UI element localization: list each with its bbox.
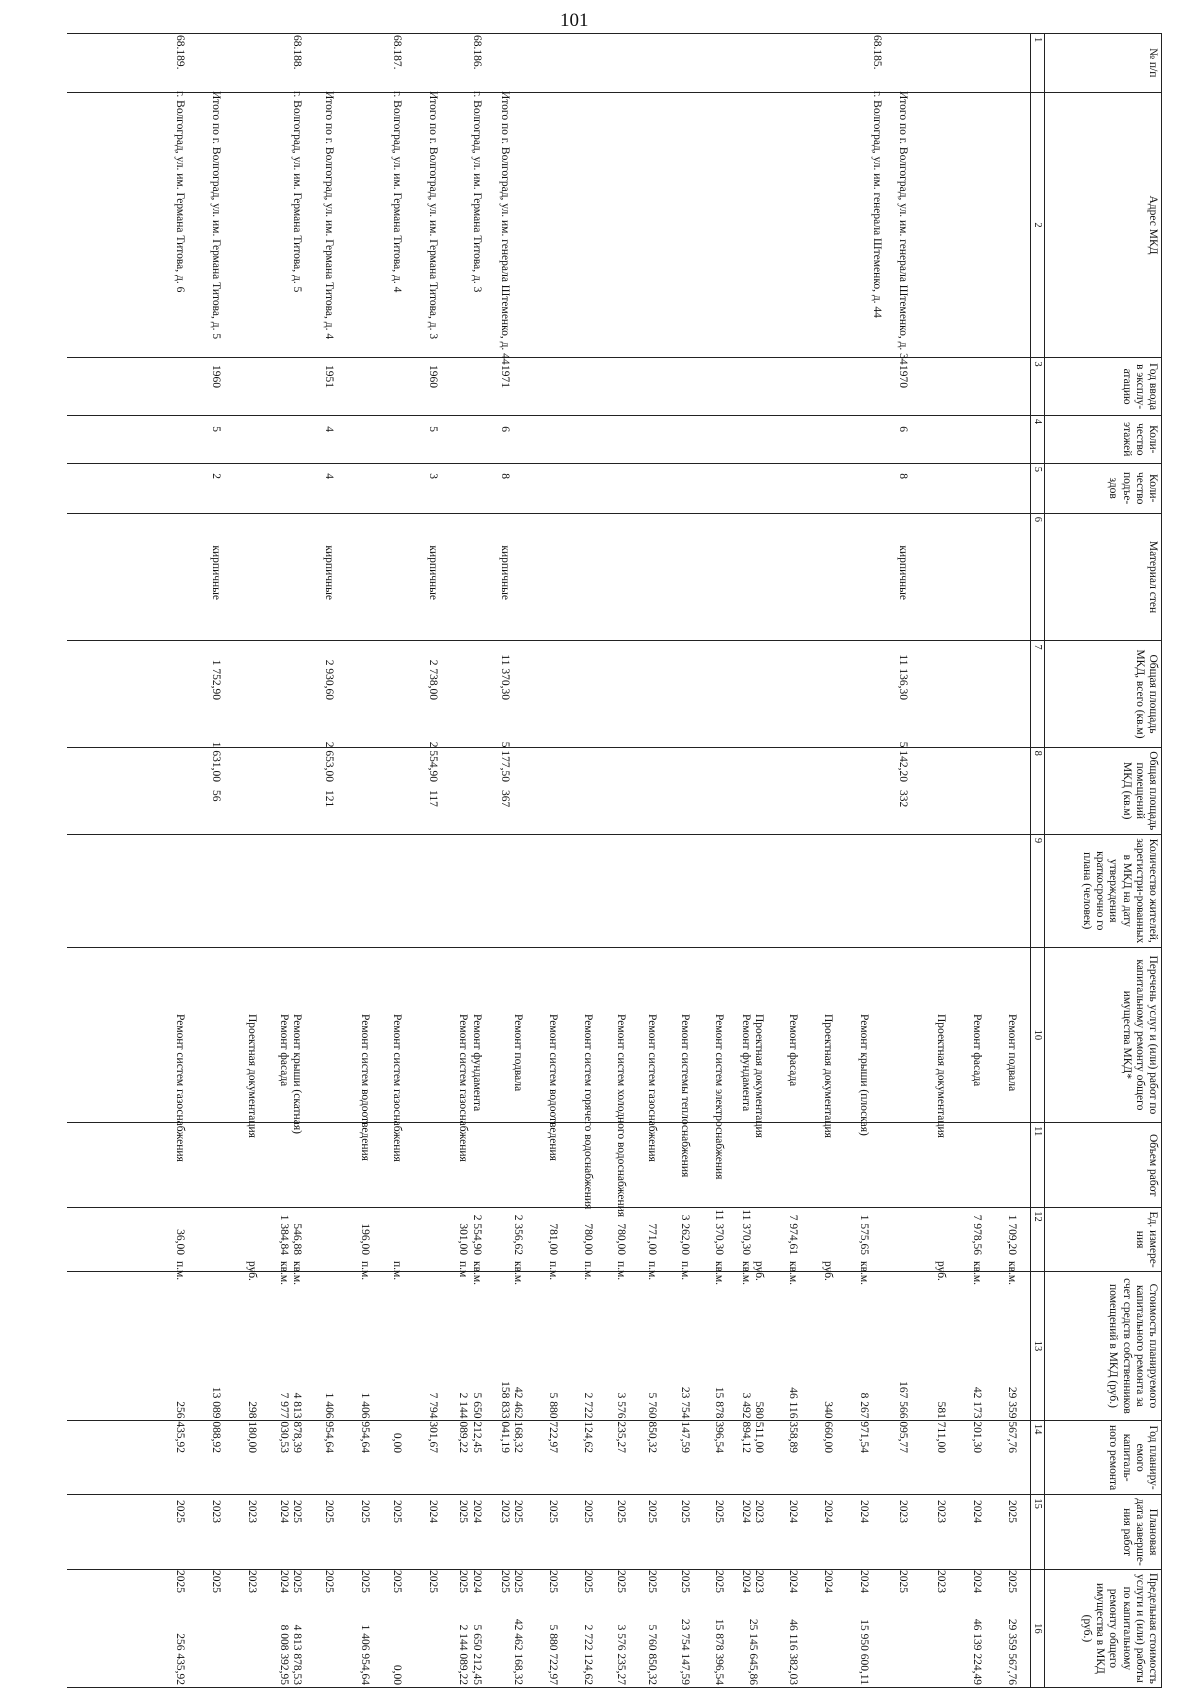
limit-cost-cell: 0,00: [391, 1664, 403, 1685]
column-number: 5: [1031, 463, 1045, 513]
end-date-cell: 2024: [858, 1570, 870, 1593]
year-cell: 2024: [858, 1500, 870, 1523]
floors-cell: 6: [897, 426, 909, 432]
year-cell: 2025: [615, 1500, 627, 1523]
limit-cost-cell: 4 813 878,53: [291, 1624, 303, 1685]
cost-cell: 5 760 850,32: [646, 1392, 658, 1453]
column-number: 1: [1031, 34, 1045, 93]
address-cell: Итого по г. Волгоград, ул. им. Германа Титова, д. 4: [323, 91, 335, 340]
cost-cell: 1 406 954,64: [359, 1392, 371, 1453]
work-cell: Проектная документация: [935, 1014, 947, 1138]
cost-cell: 15 878 396,54: [713, 1386, 725, 1453]
year-cell: 2025: [174, 1500, 186, 1523]
column-number: 12: [1031, 1208, 1045, 1272]
total-area-cell: 1 752,90: [210, 659, 222, 700]
year-cell: 2023: [499, 1500, 511, 1523]
work-cell: Ремонт систем газоснабжения: [457, 1014, 469, 1162]
limit-cost-cell: 25 145 645,86: [747, 1618, 759, 1685]
residents-cell: 56: [210, 790, 222, 802]
end-date-cell: 2024: [471, 1570, 483, 1593]
end-date-cell: 2024: [787, 1570, 799, 1593]
year-cell: 2025: [582, 1500, 594, 1523]
end-date-cell: 2025: [359, 1570, 371, 1593]
cost-cell: 29 359 567,76: [1006, 1386, 1018, 1453]
wall-material-cell: кирпичные: [897, 545, 909, 600]
header-cell: № п/п: [1045, 34, 1162, 93]
unit-cell: кв.м.: [787, 1261, 799, 1286]
entrances-cell: 2: [210, 473, 222, 479]
work-cell: Проектная документация: [246, 1014, 258, 1138]
cost-cell: 46 116 358,89: [787, 1387, 799, 1453]
year-cell: 2025: [646, 1500, 658, 1523]
cost-cell: 13 089 088,92: [210, 1386, 222, 1453]
limit-cost-cell: 256 435,92: [174, 1633, 186, 1685]
year-cell: 2023: [935, 1500, 947, 1523]
year-built-cell: 1960: [210, 365, 222, 388]
premises-area-cell: 1 631,00: [210, 741, 222, 782]
end-date-cell: 2025: [547, 1570, 559, 1593]
year-cell: 2025: [391, 1500, 403, 1523]
year-built-cell: 1971: [499, 365, 511, 388]
volume-cell: 771,00: [646, 1223, 658, 1255]
cost-cell: 5 650 212,45: [471, 1392, 483, 1453]
work-cell: Ремонт крыши (скатная): [291, 1014, 303, 1134]
year-cell: 2024: [471, 1500, 483, 1523]
column-number: 6: [1031, 513, 1045, 641]
work-cell: Ремонт фундамента: [740, 1014, 752, 1112]
end-date-cell: 2023: [753, 1570, 765, 1593]
limit-cost-cell: 1 406 954,64: [359, 1624, 371, 1685]
column-number: 8: [1031, 747, 1045, 834]
header-cell: Предельная стоимость услуги и (или) работы по капитальному ремонту общего имущества в МКД (руб.): [1045, 1569, 1162, 1687]
year-cell: 2023: [246, 1500, 258, 1523]
year-cell: 2025: [323, 1500, 335, 1523]
year-cell: 2025: [1006, 1500, 1018, 1523]
limit-cost-cell: 46 139 224,49: [971, 1618, 983, 1685]
cost-cell: 0,00: [391, 1432, 403, 1453]
header-cell: Количество жителей, зарегистри-рованных в МКД на дату утверждения краткосрочно го плана (человек): [1045, 834, 1162, 947]
volume-cell: 196,00: [359, 1223, 371, 1255]
cost-cell: 581 711,00: [935, 1401, 947, 1453]
cost-cell: 167 566 095,77: [897, 1381, 909, 1453]
entrances-cell: 8: [499, 473, 511, 479]
residents-cell: 121: [323, 790, 335, 808]
entrances-cell: 4: [323, 473, 335, 479]
volume-cell: 2 554,90: [471, 1214, 483, 1255]
volume-cell: 1 384,84: [278, 1214, 290, 1255]
cost-cell: 3 576 235,27: [615, 1392, 627, 1453]
entrances-cell: 3: [427, 473, 439, 479]
cost-cell: 7 977 030,53: [278, 1392, 290, 1453]
limit-cost-cell: 5 880 722,97: [547, 1624, 559, 1685]
address-cell: г. Волгоград, ул. им. Германа Титова, д. 6: [174, 91, 186, 293]
unit-cell: п.м.: [547, 1261, 559, 1281]
address-cell: Итого по г. Волгоград, ул. им. Германа Титова, д. 5: [210, 91, 222, 340]
cost-cell: 42 462 168,32: [512, 1386, 524, 1453]
limit-cost-cell: 29 359 567,76: [1006, 1618, 1018, 1685]
row-number: 68.186.: [471, 35, 483, 70]
unit-cell: кв.м.: [740, 1261, 752, 1286]
address-cell: г. Волгоград, ул. им. Германа Титова, д. 4: [391, 91, 403, 293]
end-date-cell: 2025: [210, 1570, 222, 1593]
volume-cell: 3 262,00: [679, 1214, 691, 1255]
work-cell: Ремонт подвала: [1006, 1014, 1018, 1092]
unit-cell: п.м.: [582, 1261, 594, 1281]
volume-cell: 781,00: [547, 1223, 559, 1255]
year-cell: 2025: [713, 1500, 725, 1523]
limit-cost-cell: 46 116 382,03: [787, 1619, 799, 1685]
limit-cost-cell: 15 878 396,54: [713, 1618, 725, 1685]
limit-cost-cell: 8 008 392,95: [278, 1624, 290, 1685]
header-cell: Перечень услуг и (или) работ по капитальному ремонту общего имущества МКД*: [1045, 947, 1162, 1123]
cost-cell: 8 267 971,54: [858, 1392, 870, 1453]
volume-cell: 7 978,56: [971, 1214, 983, 1255]
volume-cell: 2 356,62: [512, 1214, 524, 1255]
unit-cell: руб.: [935, 1261, 947, 1281]
column-number: 11: [1031, 1123, 1045, 1208]
end-date-cell: 2023: [935, 1570, 947, 1593]
year-cell: 2023: [897, 1500, 909, 1523]
unit-cell: п.м.: [359, 1261, 371, 1281]
volume-cell: 546,88: [291, 1223, 303, 1255]
end-date-cell: 2024: [971, 1570, 983, 1593]
unit-cell: руб.: [246, 1261, 258, 1281]
entrances-cell: 8: [897, 473, 909, 479]
limit-cost-cell: 23 754 147,59: [679, 1618, 691, 1685]
unit-cell: п.м: [457, 1261, 469, 1278]
year-built-cell: 1970: [897, 365, 909, 388]
end-date-cell: 2025: [679, 1570, 691, 1593]
unit-cell: кв.м.: [971, 1261, 983, 1286]
header-row: [1045, 34, 1162, 1688]
row-number: 68.189.: [174, 35, 186, 70]
year-cell: 2023: [753, 1500, 765, 1523]
end-date-cell: 2025: [457, 1570, 469, 1593]
unit-cell: кв.м.: [512, 1261, 524, 1286]
end-date-cell: 2025: [897, 1570, 909, 1593]
work-cell: Ремонт систем водоотведения: [547, 1014, 559, 1161]
address-cell: г. Волгоград, ул. им. Германа Титова, д. 3: [471, 91, 483, 293]
work-cell: Ремонт систем водоотведения: [359, 1014, 371, 1161]
column-number: 10: [1031, 947, 1045, 1123]
unit-cell: п.м.: [679, 1261, 691, 1281]
premises-area-cell: 5 177,50: [499, 741, 511, 782]
year-cell: 2024: [427, 1500, 439, 1523]
row-number: 68.187.: [391, 35, 403, 70]
year-cell: 2025: [547, 1500, 559, 1523]
wall-material-cell: кирпичные: [323, 545, 335, 600]
header-cell: Плановая дата заверше-ния работ: [1045, 1495, 1162, 1569]
work-cell: Ремонт фасада: [787, 1014, 799, 1087]
end-date-cell: 2025: [174, 1570, 186, 1593]
unit-cell: кв.м.: [858, 1261, 870, 1286]
work-cell: Проектная документация: [753, 1014, 765, 1138]
floors-cell: 5: [427, 426, 439, 432]
unit-cell: кв.м.: [1006, 1261, 1018, 1286]
work-cell: Проектная документация: [822, 1014, 834, 1138]
work-cell: Ремонт фундамента: [471, 1014, 483, 1112]
year-cell: 2025: [359, 1500, 371, 1523]
page-number: 101: [560, 10, 589, 31]
year-cell: 2024: [822, 1500, 834, 1523]
work-cell: Ремонт фасада: [971, 1014, 983, 1087]
end-date-cell: 2024: [822, 1570, 834, 1593]
cost-cell: 5 880 722,97: [547, 1392, 559, 1453]
work-cell: Ремонт систем газоснабжения: [174, 1014, 186, 1162]
end-date-cell: 2023: [246, 1570, 258, 1593]
end-date-cell: 2025: [1006, 1570, 1018, 1593]
premises-area-cell: 5 142,20: [897, 741, 909, 782]
header-cell: Объем работ: [1045, 1123, 1162, 1208]
header-cell: Материал стен: [1045, 513, 1162, 641]
end-date-cell: 2025: [615, 1570, 627, 1593]
work-cell: Ремонт крыши (плоская): [858, 1014, 870, 1136]
column-number: 4: [1031, 415, 1045, 463]
cost-cell: 23 754 147,59: [679, 1386, 691, 1453]
header-cell: Ед. измере-ния: [1045, 1208, 1162, 1272]
cost-cell: 42 173 201,30: [971, 1386, 983, 1453]
premises-area-cell: 2 554,90: [427, 741, 439, 782]
cost-cell: 2 144 089,22: [457, 1392, 469, 1453]
cost-cell: 158 833 041,19: [499, 1381, 511, 1453]
residents-cell: 367: [499, 790, 511, 808]
work-cell: Ремонт подвала: [512, 1014, 524, 1092]
work-cell: Ремонт систем холодного водоснабжения: [615, 1014, 627, 1218]
volume-cell: 7 974,61: [787, 1214, 799, 1255]
work-cell: Ремонт систем горячего водоснабжения: [582, 1014, 594, 1210]
column-number-row: [1031, 34, 1045, 1688]
total-area-cell: 2 738,00: [427, 659, 439, 700]
column-number: 15: [1031, 1495, 1045, 1569]
limit-cost-cell: 5 650 212,45: [471, 1624, 483, 1685]
unit-cell: руб.: [822, 1261, 834, 1281]
total-area-cell: 11 370,30: [499, 654, 511, 700]
year-cell: 2023: [210, 1500, 222, 1523]
unit-cell: п.м.: [646, 1261, 658, 1281]
residents-cell: 117: [427, 790, 439, 807]
year-built-cell: 1951: [323, 365, 335, 388]
column-number: 2: [1031, 92, 1045, 358]
unit-cell: п.м.: [174, 1261, 186, 1281]
volume-cell: 11 370,30: [713, 1209, 725, 1255]
wall-material-cell: кирпичные: [427, 545, 439, 600]
end-date-cell: 2025: [512, 1570, 524, 1593]
limit-cost-cell: 5 760 850,32: [646, 1624, 658, 1685]
cost-cell: 580 511,00: [753, 1401, 765, 1453]
end-date-cell: 2024: [740, 1570, 752, 1593]
row-number: 68.188.: [291, 35, 303, 70]
address-cell: Итого по г. Волгоград, ул. им. Германа Титова, д. 3: [427, 91, 439, 340]
volume-cell: 1 575,65: [858, 1214, 870, 1255]
year-cell: 2025: [291, 1500, 303, 1523]
end-date-cell: 2025: [582, 1570, 594, 1593]
limit-cost-cell: 2 144 089,22: [457, 1624, 469, 1685]
wall-material-cell: кирпичные: [499, 545, 511, 600]
volume-cell: 11 370,30: [740, 1209, 752, 1255]
floors-cell: 5: [210, 426, 222, 432]
limit-cost-cell: 42 462 168,32: [512, 1618, 524, 1685]
column-number: 14: [1031, 1420, 1045, 1494]
limit-cost-cell: 2 722 124,62: [582, 1624, 594, 1685]
end-date-cell: 2025: [323, 1570, 335, 1593]
wall-material-cell: кирпичные: [210, 545, 222, 600]
year-cell: 2024: [971, 1500, 983, 1523]
column-number: 16: [1031, 1569, 1045, 1687]
end-date-cell: 2025: [499, 1570, 511, 1593]
end-date-cell: 2025: [427, 1570, 439, 1593]
header-cell: Стоимость планируемого капитального ремонта за счет средств собственников помещений в МКД (руб.): [1045, 1272, 1162, 1421]
unit-cell: кв.м.: [471, 1261, 483, 1286]
header-cell: Общая площадь МКД, всего (кв.м): [1045, 641, 1162, 747]
address-cell: г. Волгоград, ул. им. Германа Титова, д. 5: [291, 91, 303, 293]
unit-cell: п.м.: [391, 1261, 403, 1281]
floors-cell: 4: [323, 426, 335, 432]
unit-cell: руб.: [753, 1261, 765, 1281]
work-cell: Ремонт системы теплоснабжения: [679, 1014, 691, 1178]
unit-cell: кв.м.: [278, 1261, 290, 1286]
address-cell: г. Волгоград, ул. им. генерала Штеменко, д. 44: [871, 91, 883, 318]
row-number: 68.185.: [871, 35, 883, 70]
year-cell: 2024: [740, 1500, 752, 1523]
work-cell: Ремонт систем электроснабжения: [713, 1014, 725, 1180]
year-built-cell: 1960: [427, 365, 439, 388]
unit-cell: кв.м.: [713, 1261, 725, 1286]
header-cell: Год планиру-емого капиталь-ного ремонта: [1045, 1420, 1162, 1494]
volume-cell: 301,00: [457, 1223, 469, 1255]
unit-cell: кв.м.: [291, 1261, 303, 1286]
cost-cell: 256 435,92: [174, 1401, 186, 1453]
address-cell: Итого по г. Волгоград, ул. им. генерала Штеменко, д. 44: [499, 91, 511, 365]
cost-cell: 1 406 954,64: [323, 1392, 335, 1453]
volume-cell: 1 709,20: [1006, 1214, 1018, 1255]
header-cell: Общая площадь помещений МКД (кв.м): [1045, 747, 1162, 834]
year-cell: 2025: [512, 1500, 524, 1523]
work-cell: Ремонт систем газоснабжения: [391, 1014, 403, 1162]
header-cell: Коли-чество этажей: [1045, 415, 1162, 463]
cost-cell: 7 794 301,67: [427, 1392, 439, 1453]
unit-cell: п.м.: [615, 1261, 627, 1281]
end-date-cell: 2024: [278, 1570, 290, 1593]
volume-cell: 780,00: [582, 1223, 594, 1255]
premises-area-cell: 2 653,00: [323, 741, 335, 782]
end-date-cell: 2025: [291, 1570, 303, 1593]
floors-cell: 6: [499, 426, 511, 432]
total-area-cell: 2 930,60: [323, 659, 335, 700]
header-cell: Коли-чество подъе-здов: [1045, 463, 1162, 513]
year-cell: 2025: [679, 1500, 691, 1523]
column-number: 3: [1031, 358, 1045, 415]
column-number: 9: [1031, 834, 1045, 947]
header-cell: Адрес МКД: [1045, 92, 1162, 358]
end-date-cell: 2025: [391, 1570, 403, 1593]
rotated-table-sheet: [52, 33, 1162, 1688]
header-cell: Год ввода в эксплу-атацию: [1045, 358, 1162, 415]
cost-cell: 4 813 878,39: [291, 1392, 303, 1453]
residents-cell: 332: [897, 790, 909, 808]
year-cell: 2024: [787, 1500, 799, 1523]
year-cell: 2024: [278, 1500, 290, 1523]
limit-cost-cell: 3 576 235,27: [615, 1624, 627, 1685]
end-date-cell: 2025: [646, 1570, 658, 1593]
volume-cell: 36,00: [174, 1229, 186, 1255]
address-cell: Итого по г. Волгоград, ул. им. генерала Штеменко, д. 34: [897, 91, 909, 365]
cost-cell: 2 722 124,62: [582, 1392, 594, 1453]
column-number: 13: [1031, 1272, 1045, 1421]
volume-cell: 780,00: [615, 1223, 627, 1255]
year-cell: 2025: [457, 1500, 469, 1523]
cost-cell: 3 492 894,12: [740, 1392, 752, 1453]
work-cell: Ремонт систем газоснабжения: [646, 1014, 658, 1162]
cost-cell: 298 180,00: [246, 1401, 258, 1453]
end-date-cell: 2025: [713, 1570, 725, 1593]
work-cell: Ремонт фасада: [278, 1014, 290, 1087]
limit-cost-cell: 15 950 600,11: [858, 1619, 870, 1685]
cost-cell: 340 660,00: [822, 1401, 834, 1453]
total-area-cell: 11 136,30: [897, 654, 909, 700]
column-number: 7: [1031, 641, 1045, 747]
